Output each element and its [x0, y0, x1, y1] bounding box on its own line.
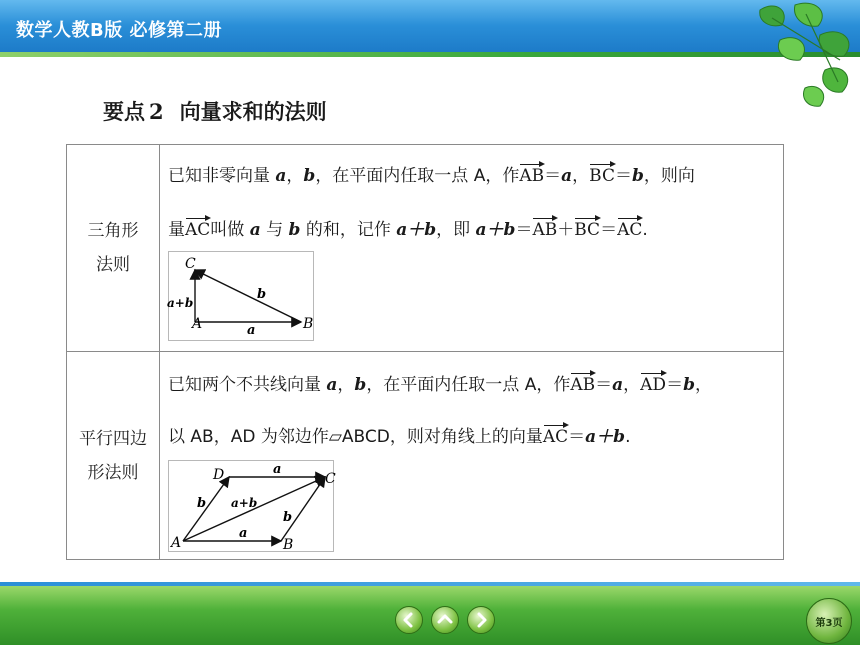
- point-a-label: A: [171, 535, 182, 551]
- text-run: ，: [694, 375, 712, 395]
- section-label: 要点: [103, 100, 145, 124]
- footer-bar: [0, 586, 860, 645]
- vector-ab: AB: [532, 220, 558, 240]
- description-line: [168, 215, 648, 240]
- vector-ac: AC: [617, 220, 643, 240]
- section-number: 2: [149, 99, 164, 124]
- text-run: ，: [337, 375, 355, 395]
- vector-b: b: [354, 375, 367, 395]
- text-run: 以 AB，AD 为邻边作▱ABCD，则对角线上的向量: [168, 427, 543, 447]
- point-b-label: B: [283, 537, 294, 553]
- chevron-left-icon: [396, 607, 422, 633]
- triangle-rule-figure: [168, 251, 314, 341]
- vector-ab: AB: [519, 166, 545, 186]
- text-run: ，即: [436, 220, 476, 240]
- text-run: 已知两个不共线向量: [168, 375, 327, 395]
- rule-name-line: 法则: [96, 255, 130, 275]
- home-up-button[interactable]: [431, 606, 459, 634]
- point-b-label: B: [303, 316, 314, 332]
- rule-name-line: 形法则: [87, 462, 139, 483]
- course-title: 数学人教B版 必修第二册: [16, 20, 222, 41]
- description-line: [168, 161, 695, 186]
- table-row-parallelogram-rule: [67, 352, 783, 559]
- vector-b-label: b: [257, 287, 267, 302]
- text-run: 叫做: [210, 220, 250, 240]
- description-line: [168, 422, 630, 447]
- prev-page-button[interactable]: [395, 606, 423, 634]
- text-run: ，则向: [643, 166, 695, 186]
- text-run: ，: [572, 166, 590, 186]
- vector-sum: a＋b: [396, 220, 437, 240]
- text-run: ＋: [557, 220, 575, 240]
- page-number-badge: 第3页: [806, 598, 852, 644]
- chevron-up-icon: [432, 607, 458, 633]
- vector-sum: a＋b: [585, 427, 626, 447]
- vector-a: a: [612, 375, 624, 395]
- point-c-label: C: [325, 471, 336, 487]
- parallelogram-rule-figure: [168, 460, 334, 552]
- rule-name-line: 平行四边: [79, 428, 147, 449]
- text-run: ＝: [515, 220, 533, 240]
- vector-sum-label: a+b: [167, 296, 194, 310]
- vector-a: a: [561, 166, 573, 186]
- next-page-button[interactable]: [467, 606, 495, 634]
- rule-name-line: 三角形: [87, 221, 139, 241]
- text-run: ，: [623, 375, 641, 395]
- chevron-right-icon: [468, 607, 494, 633]
- section-title: [103, 96, 327, 126]
- triangle-diagram: [169, 252, 313, 340]
- rule-description-cell: [168, 352, 775, 559]
- vector-b: b: [631, 166, 644, 186]
- rule-description-cell: [168, 145, 775, 351]
- vector-a-bottom-label: a: [239, 526, 248, 541]
- rule-name-cell: [67, 145, 160, 351]
- vector-b: b: [683, 375, 695, 395]
- vector-bc: BC: [574, 220, 601, 240]
- text-run: 的和，记作: [300, 220, 397, 240]
- text-run: .: [642, 220, 648, 240]
- vector-ac: AC: [542, 427, 569, 447]
- vector-b: b: [288, 220, 301, 240]
- text-run: ，在平面内任取一点 A，作: [366, 375, 571, 395]
- vector-a: a: [326, 375, 338, 395]
- rule-name-cell: [67, 352, 160, 559]
- vector-bc: BC: [589, 166, 615, 186]
- text-run: .: [625, 427, 631, 447]
- vector-ad: AD: [640, 375, 667, 395]
- text-run: ＝: [544, 166, 562, 186]
- text-run: 已知非零向量: [168, 166, 276, 186]
- text-run: ＝: [568, 427, 586, 447]
- vector-a-label: a: [247, 323, 256, 338]
- point-d-label: D: [213, 467, 225, 483]
- vector-sum: a＋b: [475, 220, 516, 240]
- text-run: ＝: [666, 375, 684, 395]
- vector-a: a: [275, 166, 287, 186]
- vector-ab: AB: [570, 375, 596, 395]
- description-line: [168, 370, 712, 395]
- text-run: 与: [260, 220, 289, 240]
- text-run: ＝: [595, 375, 613, 395]
- vector-b-left-label: b: [197, 496, 207, 511]
- point-a-label: A: [192, 316, 203, 332]
- rules-table: [66, 144, 784, 560]
- section-heading: 向量求和的法则: [179, 100, 327, 124]
- text-run: ＝: [600, 220, 618, 240]
- text-run: ＝: [614, 166, 632, 186]
- parallelogram-diagram: [169, 461, 336, 553]
- vector-b: b: [303, 166, 316, 186]
- vector-a-top-label: a: [273, 462, 282, 477]
- vector-b-right-label: b: [283, 510, 293, 525]
- text-run: ，在平面内任取一点 A，作: [315, 166, 520, 186]
- leaves-decoration-icon: [720, 0, 860, 120]
- vector-sum-label: a+b: [231, 496, 258, 510]
- table-row-triangle-rule: [67, 145, 783, 352]
- vector-a: a: [249, 220, 261, 240]
- vector-b-arrow: [195, 270, 301, 322]
- text-run: ，: [286, 166, 304, 186]
- point-c-label: C: [185, 256, 196, 272]
- vector-ac: AC: [185, 220, 211, 240]
- text-run: 量: [168, 220, 185, 240]
